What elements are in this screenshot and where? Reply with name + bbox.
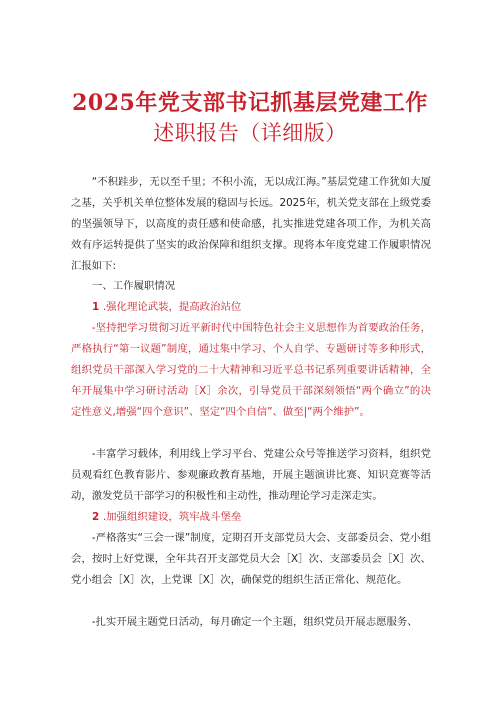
item1-title: .强化理论武装，提高政治站位 — [102, 301, 242, 313]
document-title-line2: 述职报告（详细版） — [153, 121, 347, 145]
item2-paragraph-1: -严格落实“三会一课”制度，定期召开支部党员大会、支部委员会、党小组会，按时上好党课，全年共召开支部党员大会［X］次、支部委员会［X］次、党小组会［X］次，上党课［X］次，确保党的组织生活正常化、规范化。 — [71, 532, 431, 586]
item2-heading — [92, 507, 241, 528]
item1-heading — [92, 297, 241, 318]
item2-title: .加强组织建设，筑牢战斗堡垒 — [102, 511, 242, 523]
intro-paragraph: “不积跬步，无以至千里；不积小流，无以成江海。”基层党建工作犹如大厦之基，关乎机关单位整体发展的稳固与长远。2025年，机关党支部在上级党委的坚强领导下，以高度的责任感和使命感，扎实推进党建各项工作，为机关高效有序运转提供了坚实的政治保障和组织支撑。现将本年度党建工作履职情况汇报如下: — [71, 176, 431, 272]
item1-number: 1 — [92, 301, 100, 313]
section1-heading: 一、工作履职情况 — [92, 280, 176, 292]
item2-paragraph-2: -扎实开展主题党日活动，每月确定一个主题，组织党员开展志愿服务、 — [91, 616, 418, 628]
item1-paragraph-1: -坚持把学习贯彻习近平新时代中国特色社会主义思想作为首要政治任务，严格执行“第一议题”制度，通过集中学习、个人自学、专题研讨等多种形式，组织党员干部深入学习党的二十大精神和习近平总书记系列重要讲话精神，全年开展集中学习研讨活动［X］余次，引导党员干部深刻领悟“两个确立”的决定性意义,增强“四个意识”、坚定“四个自信”、做至|“两个维护”。 — [71, 322, 431, 418]
item1-paragraph-2: -丰富学习载体，利用线上学习平台、党建公众号等推送学习资料，组织党员观看红色教育影片、参观廉政教育基地，开展主题演讲比赛、知识竞赛等活动，激发党员干部学习的积极性和主动性，推动理论学习走深走实。 — [71, 448, 431, 502]
item2-number: 2 — [92, 511, 100, 523]
document-title-line1: 2025年党支部书记抓基层党建工作 — [72, 90, 428, 116]
